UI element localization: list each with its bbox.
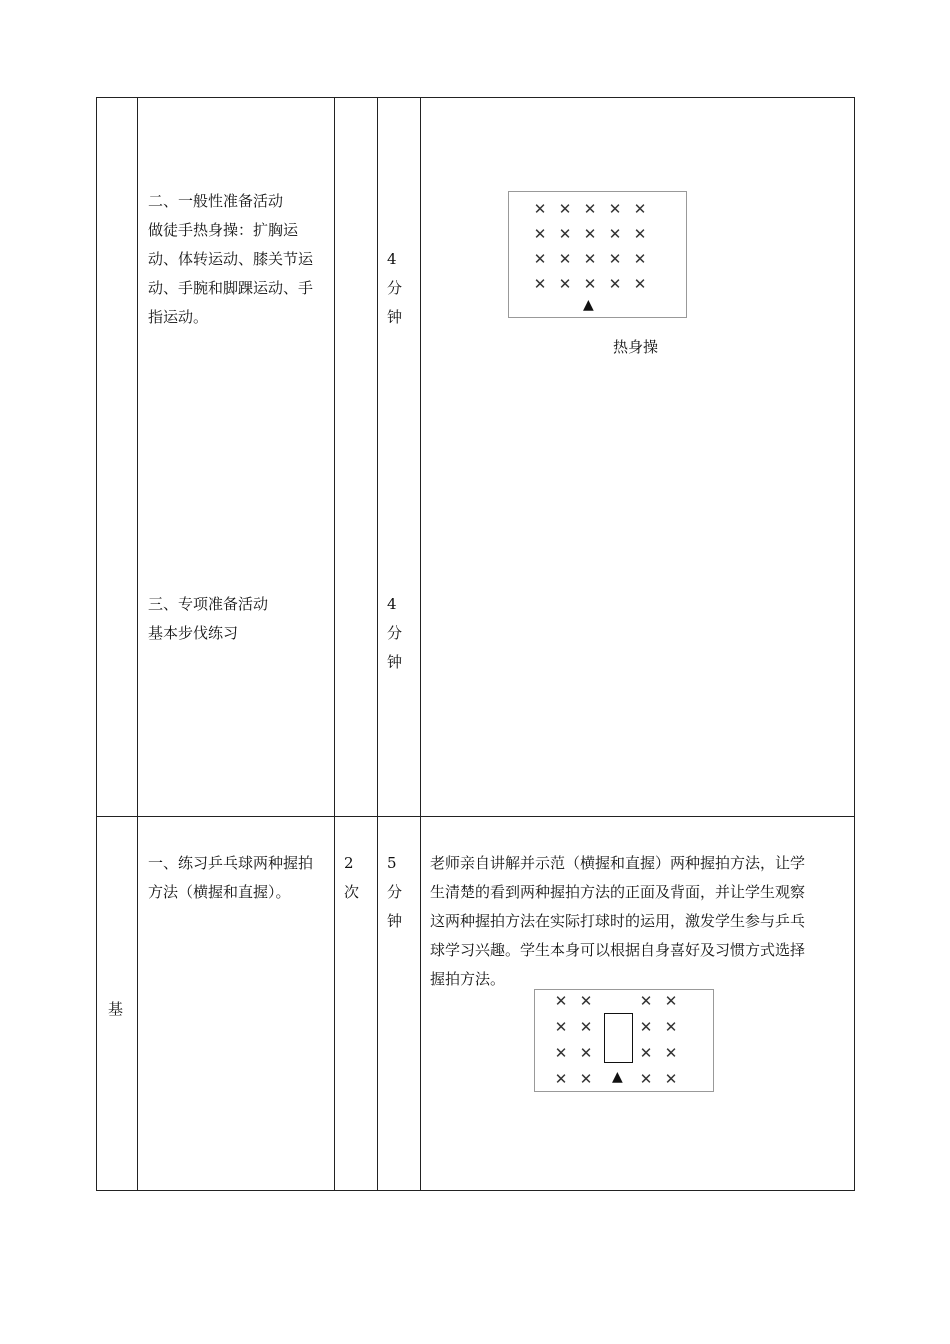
content-line: 做徒手热身操：扩胸运 <box>148 221 299 239</box>
student-mark-icon: ✕ <box>608 275 622 293</box>
content-line: 三、专项准备活动 <box>148 595 269 613</box>
count-char: 2 <box>344 854 354 872</box>
student-mark-icon: ✕ <box>583 250 597 268</box>
table-top-border <box>96 97 855 98</box>
student-mark-icon: ✕ <box>554 1044 568 1062</box>
time-char: 5 <box>387 854 397 872</box>
time-char: 钟 <box>387 912 403 930</box>
column-divider-1 <box>137 97 138 1191</box>
content-line: 动、体转运动、膝关节运 <box>148 250 314 268</box>
student-mark-icon: ✕ <box>579 992 593 1010</box>
student-mark-icon: ✕ <box>583 275 597 293</box>
student-mark-icon: ✕ <box>533 225 547 243</box>
student-mark-icon: ✕ <box>608 250 622 268</box>
count-char: 次 <box>344 883 360 901</box>
student-mark-icon: ✕ <box>554 1018 568 1036</box>
student-mark-icon: ✕ <box>639 1044 653 1062</box>
content-line: 一、练习乒乓球两种握拍 <box>148 854 314 872</box>
student-mark-icon: ✕ <box>583 200 597 218</box>
column-divider-4 <box>420 97 421 1191</box>
student-mark-icon: ✕ <box>664 1018 678 1036</box>
method-line: 生清楚的看到两种握拍方法的正面及背面，并让学生观察 <box>430 883 806 901</box>
row-divider <box>96 816 855 817</box>
time-char: 4 <box>387 250 397 268</box>
column-divider-2 <box>334 97 335 1191</box>
method-line: 握拍方法。 <box>430 970 506 988</box>
student-mark-icon: ✕ <box>633 225 647 243</box>
student-mark-icon: ✕ <box>579 1044 593 1062</box>
column-divider-3 <box>377 97 378 1191</box>
grip-formation-diagram <box>534 989 714 1092</box>
method-line: 老师亲自讲解并示范（横握和直握）两种握拍方法，让学 <box>430 854 806 872</box>
table-bottom-border <box>96 1190 855 1191</box>
warmup-formation-diagram <box>508 191 687 318</box>
time-char: 分 <box>387 883 403 901</box>
student-mark-icon: ✕ <box>639 1070 653 1088</box>
student-mark-icon: ✕ <box>633 275 647 293</box>
teacher-marker-icon: ▲ <box>612 1069 623 1085</box>
student-mark-icon: ✕ <box>664 992 678 1010</box>
time-char: 分 <box>387 624 403 642</box>
student-mark-icon: ✕ <box>639 1018 653 1036</box>
table-rectangle <box>604 1013 633 1063</box>
time-char: 4 <box>387 595 397 613</box>
diagram-caption: 热身操 <box>613 338 659 356</box>
teacher-marker-icon: ▲ <box>583 297 594 313</box>
student-mark-icon: ✕ <box>558 200 572 218</box>
content-line: 基本步伐练习 <box>148 624 239 642</box>
student-mark-icon: ✕ <box>608 200 622 218</box>
content-line: 动、手腕和脚踝运动、手 <box>148 279 314 297</box>
student-mark-icon: ✕ <box>608 225 622 243</box>
student-mark-icon: ✕ <box>579 1018 593 1036</box>
method-line: 球学习兴趣。学生本身可以根据自身喜好及习惯方式选择 <box>430 941 806 959</box>
student-mark-icon: ✕ <box>533 250 547 268</box>
student-mark-icon: ✕ <box>558 225 572 243</box>
student-mark-icon: ✕ <box>664 1044 678 1062</box>
section-label: 基 <box>108 1000 124 1018</box>
content-line: 二、一般性准备活动 <box>148 192 284 210</box>
student-mark-icon: ✕ <box>579 1070 593 1088</box>
student-mark-icon: ✕ <box>583 225 597 243</box>
student-mark-icon: ✕ <box>558 250 572 268</box>
content-line: 方法（横握和直握）。 <box>148 883 291 901</box>
student-mark-icon: ✕ <box>533 200 547 218</box>
method-line: 这两种握拍方法在实际打球时的运用，激发学生参与乒乓 <box>430 912 806 930</box>
table-right-border <box>854 97 855 1191</box>
time-char: 钟 <box>387 308 403 326</box>
table-left-border <box>96 97 97 1191</box>
time-char: 分 <box>387 279 403 297</box>
student-mark-icon: ✕ <box>554 1070 568 1088</box>
student-mark-icon: ✕ <box>533 275 547 293</box>
student-mark-icon: ✕ <box>554 992 568 1010</box>
time-char: 钟 <box>387 653 403 671</box>
student-mark-icon: ✕ <box>664 1070 678 1088</box>
student-mark-icon: ✕ <box>639 992 653 1010</box>
content-line: 指运动。 <box>148 308 209 326</box>
student-mark-icon: ✕ <box>633 200 647 218</box>
student-mark-icon: ✕ <box>633 250 647 268</box>
student-mark-icon: ✕ <box>558 275 572 293</box>
